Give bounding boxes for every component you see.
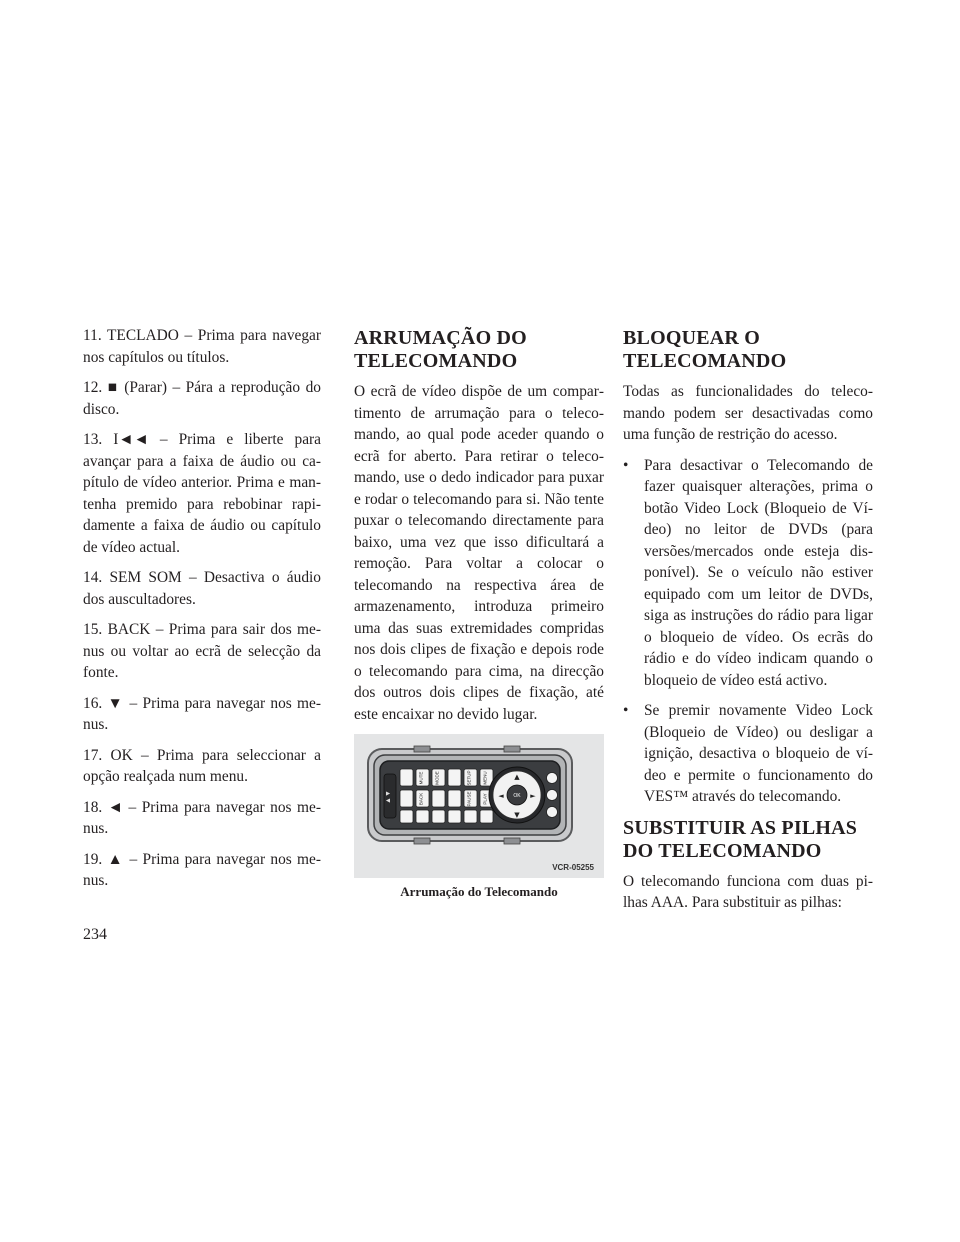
svg-text:MENU: MENU (482, 771, 488, 785)
svg-text:PAUSE: PAUSE (466, 791, 472, 807)
item-13: 13. I◄◄ – Prima e liberte para avançar para a faixa de áudio ou capítulo de vídeo anterior. Prima e mantenha premido para rebobinar rapidamente a faixa de áudio ou capítulo de vídeo actual. (83, 431, 321, 556)
svg-text:▲: ▲ (514, 773, 520, 781)
item-11: 11. TECLADO – Prima para navegar nos capítulos ou títulos. (83, 327, 321, 366)
heading-line: ARRUMAÇÃO DO (354, 327, 527, 349)
item-17: 17. OK – Prima para seleccionar a opção realçada num menu. (83, 746, 321, 785)
list-item (623, 455, 873, 692)
svg-text:OK: OK (513, 793, 521, 799)
column-right (623, 325, 873, 923)
svg-text:▼: ▼ (514, 811, 520, 819)
batteries-paragraph: O telecomando funciona com duas pilhas AAA. Para substituir as pilhas: (623, 872, 873, 911)
heading-line: SUBSTITUIR AS PILHAS (623, 816, 858, 839)
item-12: 12. ■ (Parar) – Pára a reprodução do disco. (83, 379, 321, 418)
heading-line: TELECOMANDO (354, 350, 518, 372)
svg-text:PLAY: PLAY (482, 793, 488, 805)
svg-text:MUTE: MUTE (418, 771, 424, 785)
svg-text:BACK: BACK (418, 792, 424, 806)
section-heading-storage (354, 327, 604, 373)
heading-line: DO TELECOMANDO (623, 839, 822, 862)
storage-paragraph: O ecrã de vídeo dispõe de um compartimento de arrumação para o telecomando, ao qual pode aceder quando o ecrã for aberto. Para retirar o telecomando, use o dedo indicador para puxar e rodar o telecomando para si. Não tente puxar o telecomando directamente para baixo, uma vez que isso dificultará a remoção. Para voltar a colocar o telecomando na respectiva área de armazenamento, introduza primeiro uma das suas extremidades compridas nos dois clipes de fixação e depois rode o telecomando para cima, na direcção dos outros dois clipes de fixação, até este encaixar no devido lugar. (354, 383, 604, 723)
lock-bullet-list (623, 455, 873, 808)
heading-line: BLOQUEAR O (623, 327, 761, 349)
svg-text:SETUP: SETUP (466, 770, 472, 786)
heading-line: TELECOMANDO (623, 350, 787, 372)
column-left (83, 325, 321, 901)
svg-text:►: ► (530, 792, 536, 800)
item-16: 16. ▼ – Prima para navegar nos menus. (83, 694, 321, 733)
svg-text:◄: ◄ (498, 792, 504, 800)
section-heading-batteries (623, 817, 873, 863)
figure-code: VCR-05255 (552, 863, 594, 872)
remote-control-illustration (354, 734, 604, 878)
column-middle (354, 325, 604, 900)
remote-storage-figure (354, 734, 604, 878)
lock-intro: Todas as funcionalidades do telecomando podem ser desactivadas como uma função de restrição do acesso. (623, 383, 873, 443)
page-number: 234 (83, 926, 107, 943)
bullet-text: Para desactivar o Telecomando de fazer quaisquer alterações, prima o botão Video Lock (Bloqueio de Vídeo) no leitor de DVDs (para versões/mercados onde esteja disponível). Se o veículo não estiver equipado com um leitor de DVDs, siga as instruções do rádio para ligar o bloqueio de vídeo. Os ecrãs do rádio e do vídeo indicam quando o bloqueio de vídeo está activo. (644, 456, 873, 689)
item-15: 15. BACK – Prima para sair dos menus ou voltar ao ecrã de selecção da fonte. (83, 621, 321, 681)
item-14: 14. SEM SOM – Desactiva o áudio dos auscultadores. (83, 569, 321, 608)
section-heading-lock (623, 327, 873, 373)
bullet-text: Se premir novamente Video Lock (Bloqueio de Vídeo) ou desligar a ignição, desactiva o bloqueio de vídeo e permite o funcionamento do VES™ através do telecomando. (644, 702, 873, 805)
svg-text:MODE: MODE (434, 771, 440, 785)
list-item (623, 700, 873, 808)
item-19: 19. ▲ – Prima para navegar nos menus. (83, 850, 321, 889)
bullet-mark: • (623, 456, 629, 474)
svg-text:▲▼: ▲▼ (385, 790, 392, 804)
figure-caption: Arrumação do Telecomando (400, 884, 558, 899)
item-18: 18. ◄ – Prima para navegar nos menus. (83, 798, 321, 837)
bullet-mark: • (623, 702, 629, 719)
